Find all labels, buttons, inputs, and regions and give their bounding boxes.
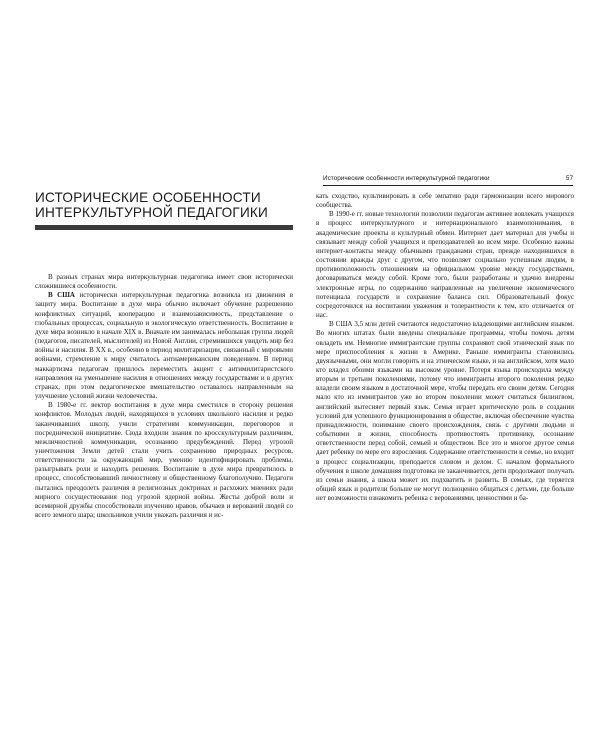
chapter-title	[35, 190, 293, 220]
running-header	[323, 175, 573, 186]
paragraph-language: В США 3,5 млн детей считаются недостаточно владеющими английским языком. Во многих штатах были введены специальные программы, чтобы помочь детям овладеть им. Немногие иммигрантские группы сохраняют свой этнический язык по мере приспособления к жизни в Америке. Раньше иммигранты становились двуязычными, они могли говорить и на этническом языке, и на английском, хотя мало кто владел обоими языками на высоком уровне. Потеря языка происходила между вторым и третьим поколениями, потому что иммигранты второго поколения редко владели своим языком в достаточной мере, чтобы передать его своим детям. Сегодня мало кто из иммигрантов уже во втором поколении может считаться билингвом, английский вытесняет первый язык. Семья играет критическую роль в создании условий для успешного функционирования в обществе, включая обеспечение чувства принадлежности, понимание своего происхождения, связь с другими людьми и событиями в жизни, способность противостоять противнику, осознание ответственности перед собой, семьей и обществом. Все это и многое другое семья дает ребенку по мере его взросления. Содержание ответственности в семье, но входит в процесс социализации, преподается словом и делом. С началом формального обучения в школе домашняя подготовка не заканчивается, дети продолжают получать из семьи знания, а школа может их подхватить и развить. В семьях, где теряется общий язык и родители больше не могут полноценно общаться с детьми, где больше нет возможности ознакомить ребенка с верованиями, ценностями и ба-	[316, 320, 574, 503]
page-number: 57	[565, 175, 573, 182]
bold-lead: В США	[48, 291, 75, 300]
paragraph-1990s: В 1990-е гг. новые технологии позволили педагогам активнее вовлекать учащихся в процесс интеркультурного и интернационального взаимопонимания, в академические проекты и культурный обмен. Интернет дает материал для учебы и связывает между собой учащихся и преподавателей во всем мире. Особенно важны интернет-контакты между обычными гражданами стран, прежде находившихся в состоянии вражды друг с другом, что позволяет социально успешным людям, в противоположность отношениям на официальном уровне между государствами, договариваться между собой. Кроме того, были разработаны и удачно внедрены электронные игры, по содержанию направленные на увеличение экономического потенциала государств и сохранение баланса сил. Образовательный фокус сосредоточился на воспитании уважения и толерантности к тем, кто отличается от нас.	[316, 210, 574, 320]
left-body	[35, 273, 293, 520]
paragraph-usa-text: исторически интеркультурная педагогика возникла из движения в защиту мира. Воспитание в духе мира обычно включает обучение разрешению конфликтных ситуаций, кооперацию и взаимозависимость, представление о глобальных процессах, социальную и экологическую ответственность. Воспитание в духе мира возникло в начале XIX в. Вначале им занималась небольшая группа людей (педагогов, писателей, мыслителей) из Новой Англии, стремившихся увидеть мир без войны и насилия. В XX в., особенно в период милитаризации, связанный с мировыми войнами, стремление к миру считалось антиамериканским поведением. В период маккартизма педагогам пришлось переместить акцент с антимилитаристского направления на уменьшение насилия в отношениях между государствами и в других странах, при этом педагогическое вмешательство оставалось направленным на улучшение условий жизни человечества.	[35, 291, 293, 401]
title-rule	[35, 225, 293, 230]
left-column	[35, 180, 293, 520]
chapter-title-line-1: ИСТОРИЧЕСКИЕ ОСОБЕННОСТИ	[35, 190, 261, 205]
running-title: Исторические особенности интеркультурной педагогики	[323, 175, 490, 182]
paragraph-usa	[35, 291, 293, 401]
paragraph-intro: В разных странах мира интеркультурная педагогика имеет свои исторически сложившиеся особенности.	[35, 273, 293, 291]
paragraph-1980s: В 1980-е гг. вектор воспитания в духе мира сместился в сторону решения конфликтов. Молодых людей, находящихся в условиях школьного насилия и редко заканчивавших школу, учили стратегиям коммуникации, переговоров и посреднической инициативе. Сюда входили знания по кросскультурным различиям, межличностной коммуникации, осознанию предубеждений. Перед угрозой уничтожения Земли детей стали учить сохранению природных ресурсов, ответственности за окружающий мир, умению идентифицировать проблемы, разыгрывать роли и находить решения. Воспитание в духе мира превратилось в процесс, способствовавший личностному и общественному благополучию. Педагоги пытались преодолеть различия в религиозных доктринах и расхожих мнениях ради мирного сосуществования под угрозой ядерной войны. Жесты доброй воли и всемирной дружбы способствовали изучению нравов, обычаев и верований людей со всего земного шара; школьников учили уважать различия и ис-	[35, 401, 293, 520]
paragraph-continuation: кать сходство, культивировать в себе эмпатию ради гармонизации всего мирового сообщества.	[316, 192, 574, 210]
chapter-title-line-2: ИНТЕРКУЛЬТУРНОЙ ПЕДАГОГИКИ	[35, 205, 269, 220]
right-column	[316, 192, 574, 503]
